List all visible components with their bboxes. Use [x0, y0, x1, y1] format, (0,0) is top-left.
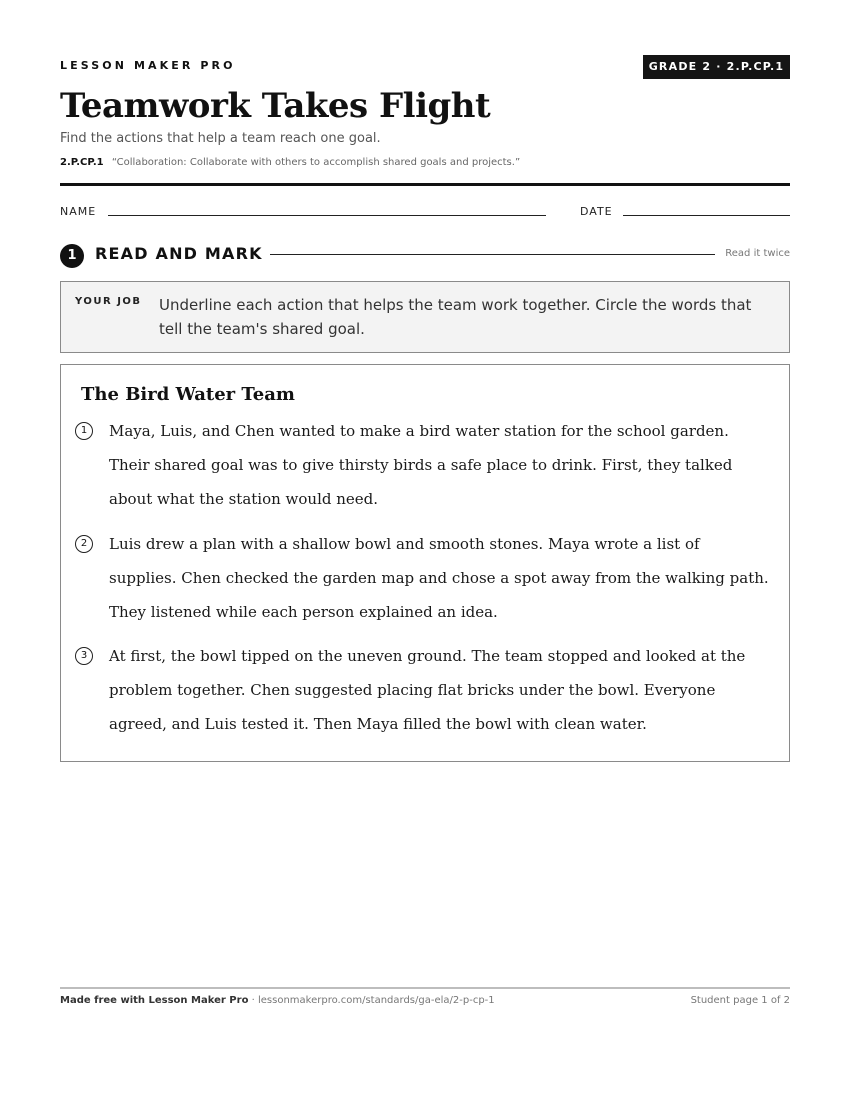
paragraph-text: Luis drew a plan with a shallow bowl and smooth stones. Maya wrote a list of supplies. Chen checked the garden map and chose a spot away from the walking path. They listened while each person explained an idea. — [109, 535, 769, 621]
section-divider — [270, 254, 715, 255]
footer-made-with: Made free with Lesson Maker Pro — [60, 995, 249, 1006]
story-title: The Bird Water Team — [81, 384, 295, 405]
section-note: Read it twice — [725, 248, 790, 259]
instructions-text: Underline each action that helps the team work together. Circle the words that tell the team's shared goal. — [159, 296, 752, 338]
standard-code: 2.P.CP.1 — [60, 157, 104, 168]
brand-name: LESSON MAKER PRO — [60, 59, 236, 72]
date-field[interactable] — [623, 215, 790, 216]
instructions-box — [60, 281, 790, 353]
section-number-badge: 1 — [60, 244, 84, 268]
standard-text: “Collaboration: Collaborate with others to accomplish shared goals and projects.” — [111, 157, 521, 168]
footer-divider — [60, 987, 790, 989]
section-header — [60, 243, 790, 267]
footer-separator: · — [248, 995, 258, 1006]
section-title: READ AND MARK — [95, 244, 263, 263]
date-label: DATE — [580, 205, 613, 218]
footer — [60, 995, 790, 1006]
footer-page-number: Student page 1 of 2 — [690, 995, 790, 1006]
paragraph-text: At first, the bowl tipped on the uneven ground. The team stopped and looked at the problem together. Chen suggested placing flat bricks under the bowl. Everyone agreed, and Luis tested it. Then Maya filled the bowl with clean water. — [109, 647, 746, 733]
worksheet-title: Teamwork Takes Flight — [60, 86, 491, 126]
paragraph-number: 2 — [75, 535, 93, 553]
grade-badge: GRADE 2 · 2.P.CP.1 — [643, 55, 790, 79]
footer-url[interactable]: lessonmakerpro.com/standards/ga-ela/2-p-cp-1 — [257, 995, 495, 1006]
name-date-row — [60, 205, 790, 221]
worksheet-subtitle: Find the actions that help a team reach one goal. — [60, 131, 381, 146]
name-label: NAME — [60, 205, 97, 218]
story-box — [60, 364, 790, 762]
standard-line — [60, 157, 520, 168]
top-bar — [60, 55, 790, 79]
name-field[interactable] — [108, 215, 546, 216]
paragraph-number: 1 — [75, 422, 93, 440]
worksheet-page — [60, 0, 790, 1100]
header-divider — [60, 183, 790, 186]
instructions-label: YOUR JOB — [75, 296, 142, 307]
paragraph-text: Maya, Luis, and Chen wanted to make a bird water station for the school garden. Their shared goal was to give thirsty birds a safe place to drink. First, they talked about what the station would need. — [109, 422, 733, 508]
paragraph-number: 3 — [75, 647, 93, 665]
